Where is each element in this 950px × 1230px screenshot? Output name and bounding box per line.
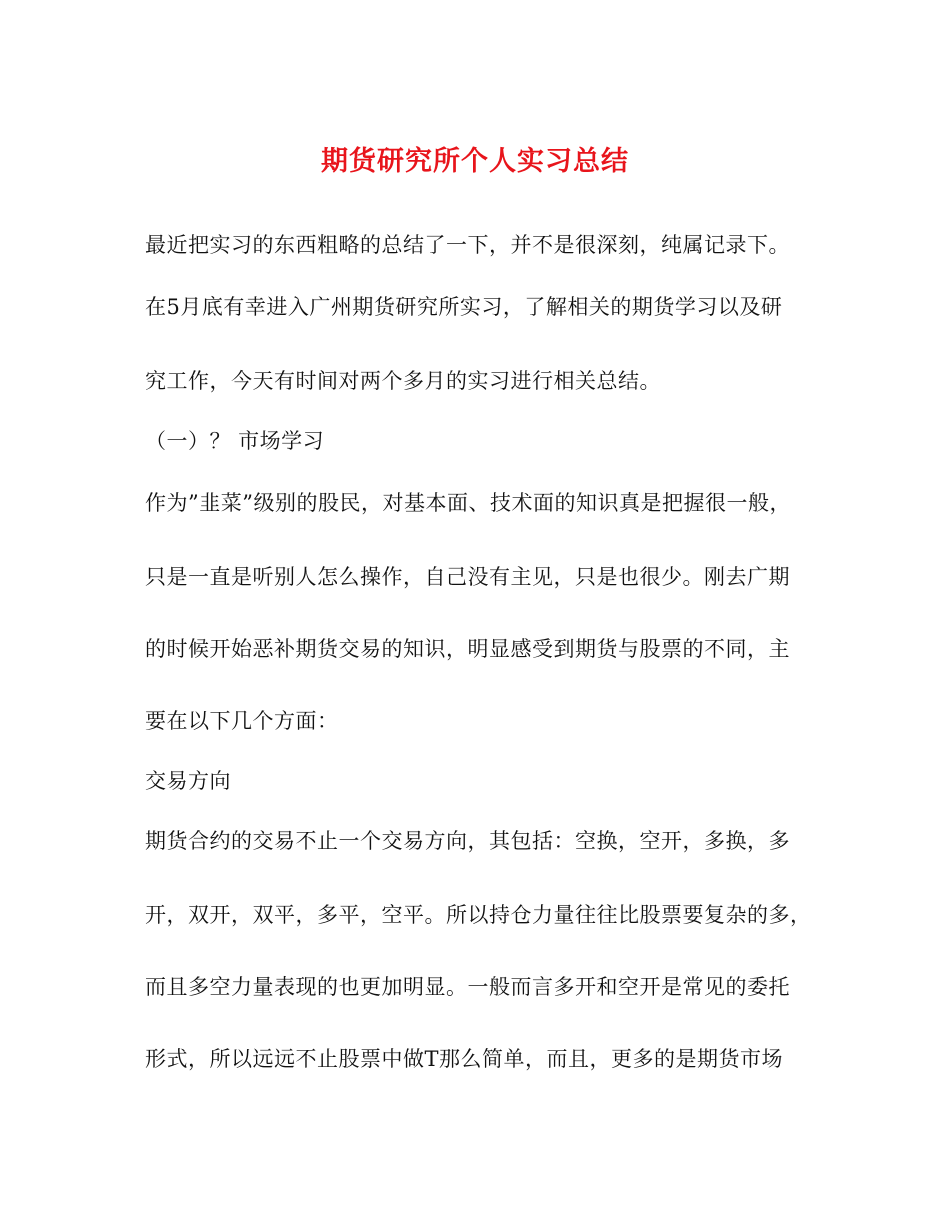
paragraph-line-11: 开，双开，双平，多平，空平。所以持仓力量往往比股票要复杂的多， — [145, 903, 812, 927]
document-title: 期货研究所个人实习总结 — [321, 146, 629, 177]
paragraph-line-5: 作为”韭菜”级别的股民，对基本面、技术面的知识真是把握很一般， — [145, 491, 791, 515]
paragraph-line-1: 最近把实习的东西粗略的总结了一下，并不是很深刻，纯属记录下。 — [145, 233, 790, 257]
paragraph-line-8: 要在以下几个方面： — [145, 709, 339, 733]
paragraph-line-13: 形式，所以远远不止股票中做T那么简单，而且，更多的是期货市场 — [145, 1047, 784, 1071]
paragraph-line-7: 的时候开始恶补期货交易的知识，明显感受到期货与股票的不同，主 — [145, 637, 790, 661]
paragraph-line-6: 只是一直是听别人怎么操作，自己没有主见，只是也很少。刚去广期 — [145, 565, 790, 589]
paragraph-line-10: 期货合约的交易不止一个交易方向，其包括：空换，空开，多换，多 — [145, 829, 790, 853]
paragraph-line-12: 而且多空力量表现的也更加明显。一般而言多开和空开是常见的委托 — [145, 975, 790, 999]
paragraph-line-2: 在5月底有幸进入广州期货研究所实习，了解相关的期货学习以及研 — [145, 295, 783, 319]
section-heading-market-study: （一）？ 市场学习 — [145, 429, 325, 453]
subheading-trade-direction: 交易方向 — [145, 769, 231, 793]
paragraph-line-3: 究工作，今天有时间对两个多月的实习进行相关总结。 — [145, 369, 661, 393]
